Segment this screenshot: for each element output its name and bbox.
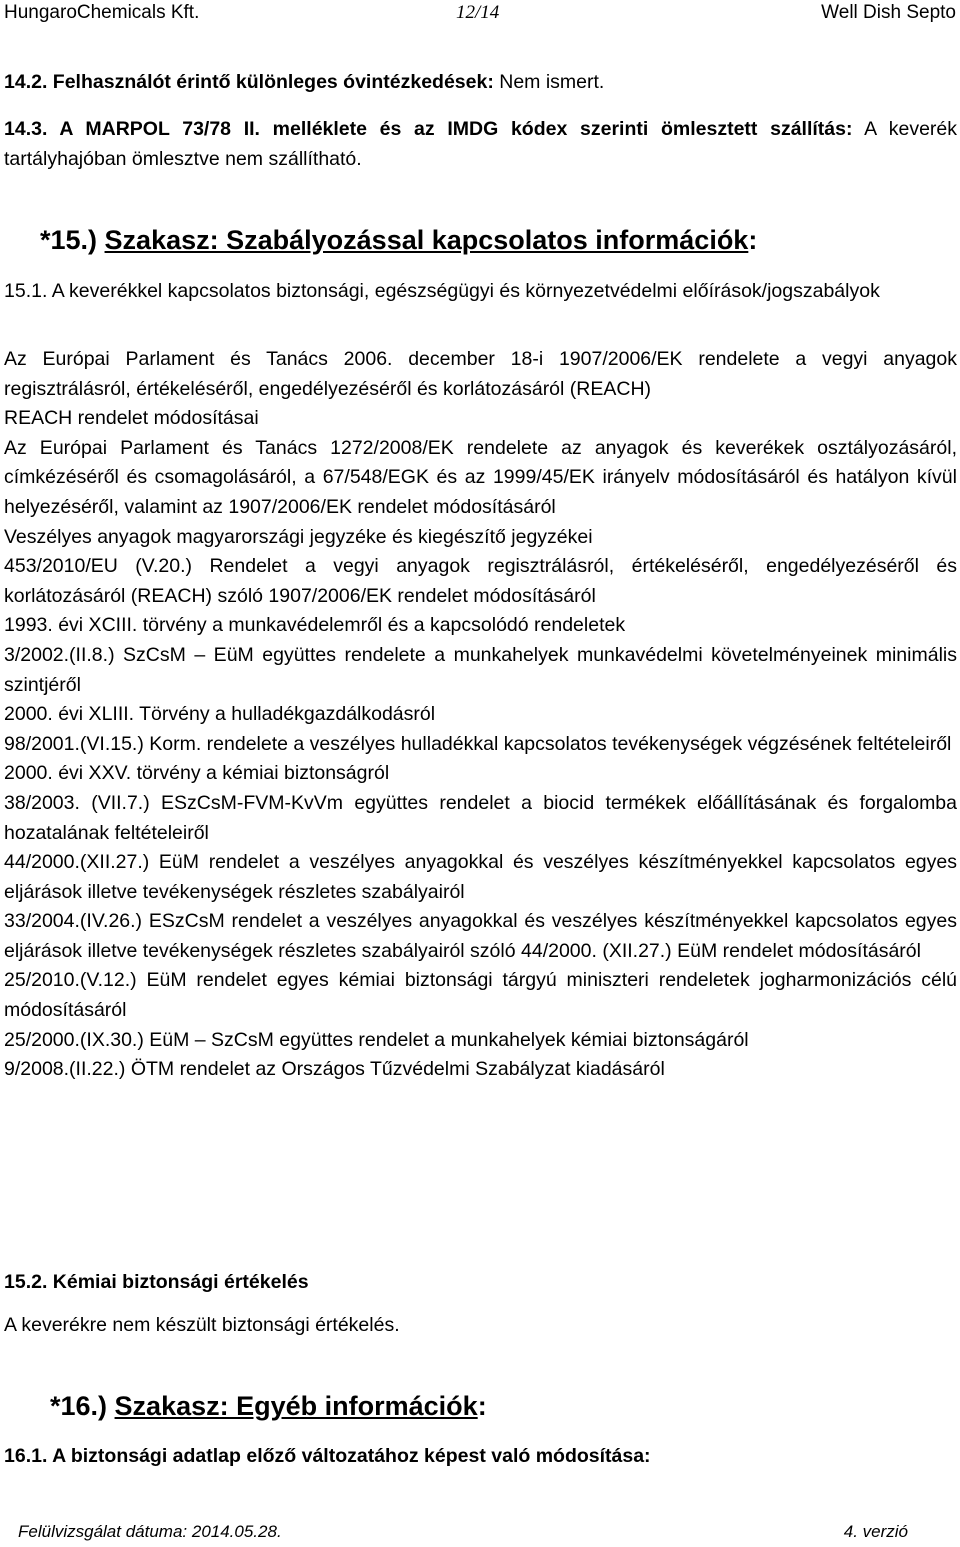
regulation-item: 98/2001.(VI.15.) Korm. rendelete a veszélyes hulladékkal kapcsolatos tevékenységek végzésének feltételeiről: [4, 732, 952, 755]
section-14-2-value: Nem ismert.: [493, 71, 605, 93]
regulation-item: Az Európai Parlament és Tanács 1272/2008/EK rendelete az anyagok és keverékek osztályozásáról, címkézéséről és csomagolásáról, a 67/548/EGK és az 1999/45/EK irányelv módosításáról és hatályon kívül helyezéséről, valamint az 1907/2006/EK rendelet módosításáról: [4, 436, 957, 518]
regulation-item: REACH rendelet módosításai: [4, 407, 259, 430]
page-footer: [0, 1522, 960, 1547]
page-number: 12/14: [456, 2, 500, 23]
revision-date: Felülvizsgálat dátuma: 2014.05.28.: [18, 1522, 282, 1541]
product-name: Well Dish Septo: [821, 2, 956, 23]
section-16-title: [50, 1391, 487, 1422]
section-15-2-text: A keverékre nem készült biztonsági értékelés.: [4, 1314, 400, 1336]
version: 4. verzió: [843, 1522, 908, 1541]
section-15-1-heading: 15.1. A keverékkel kapcsolatos biztonsági, egészségügyi és környezetvédelmi előírások/jogszabályok: [4, 280, 880, 302]
regulation-item: 3/2002.(II.8.) SzCsM – EüM együttes rendelete a munkahelyek munkavédelmi követelményeinek minimális szintjéről: [4, 643, 957, 696]
regulation-item: 38/2003. (VII.7.) ESzCsM-FVM-KvVm együttes rendelet a biocid termékek előállításának és forgalomba hozatalának feltételeiről: [4, 791, 957, 844]
section-14-3-label: 14.3. A MARPOL 73/78 II. melléklete és az IMDG kódex szerinti ömlesztett szállítás:: [4, 118, 853, 140]
section-14-3-value: A keverék tartályhajóban ömlesztve nem szállítható.: [4, 118, 958, 170]
section-16-number: *16.): [50, 1391, 115, 1421]
section-15-heading: Szakasz: Szabályozással kapcsolatos információk: [104, 225, 749, 255]
regulation-item: 1993. évi XCIII. törvény a munkavédelemről és a kapcsolódó rendeletek: [4, 614, 626, 637]
section-16-colon: :: [477, 1391, 487, 1421]
regulation-item: 453/2010/EU (V.20.) Rendelet a vegyi anyagok regisztrálásról, értékeléséről, engedélyezéséről és korlátozásáról (REACH) szóló 1907/2006/EK rendelet módosításáról: [4, 555, 957, 607]
section-15-title: [40, 225, 757, 256]
section-16-heading: Szakasz: Egyéb információk: [114, 1391, 478, 1421]
section-16-1-heading: 16.1. A biztonsági adatlap előző változatához képest való módosítása:: [4, 1445, 651, 1467]
regulation-item: Az Európai Parlament és Tanács 2006. december 18-i 1907/2006/EK rendelete a vegyi anyagok regisztrálásról, értékeléséről, engedélyezéséről és korlátozásáról (REACH): [4, 348, 957, 400]
section-14-3: [4, 115, 957, 174]
regulation-item: 9/2008.(II.22.) ÖTM rendelet az Országos Tűzvédelmi Szabályzat kiadásáról: [4, 1058, 665, 1081]
section-15-number: *15.): [40, 225, 105, 255]
regulation-item: 25/2010.(V.12.) EüM rendelet egyes kémiai biztonsági tárgyú miniszteri rendeletek jogharmonizációs célú módosításáról: [4, 969, 957, 1022]
regulation-item: 25/2000.(IX.30.) EüM – SzCsM együttes rendelet a munkahelyek kémiai biztonságáról: [4, 1028, 749, 1051]
regulation-list: [4, 345, 957, 1085]
regulation-item: 2000. évi XLIII. Törvény a hulladékgazdálkodásról: [4, 703, 436, 726]
company-name: HungaroChemicals Kft.: [4, 2, 200, 23]
section-15-colon: :: [748, 225, 758, 255]
page-header: [0, 0, 960, 28]
regulation-item: 33/2004.(IV.26.) ESzCsM rendelet a veszélyes anyagokkal és veszélyes készítményekkel kapcsolatos egyes eljárások illetve tevékenységek részletes szabályairól szóló 44/2000. (XII.27.) EüM rendelet módosításáról: [4, 910, 957, 962]
section-14-2: [4, 68, 957, 98]
regulation-item: 44/2000.(XII.27.) EüM rendelet a veszélyes anyagokkal és veszélyes készítményekkel kapcsolatos egyes eljárások illetve tevékenységek részletes szabályairól: [4, 851, 957, 903]
regulation-item: Veszélyes anyagok magyarországi jegyzéke és kiegészítő jegyzékei: [4, 525, 593, 548]
section-14-2-label: 14.2. Felhasználót érintő különleges óvintézkedések:: [4, 71, 494, 93]
regulation-item: 2000. évi XXV. törvény a kémiai biztonságról: [4, 762, 390, 785]
section-15-2-heading: 15.2. Kémiai biztonsági értékelés: [4, 1271, 309, 1293]
